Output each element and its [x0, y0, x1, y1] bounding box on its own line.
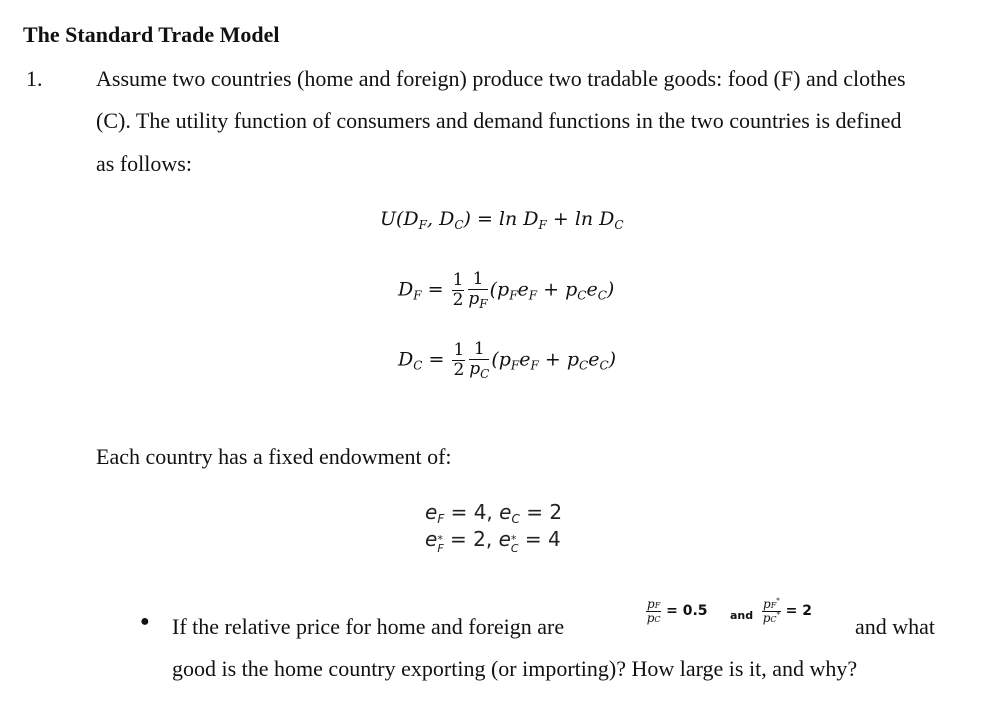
intro-line-2: (C). The utility function of consumers and demand functions in the two countries is defined: [96, 108, 902, 133]
foreign-endowment: e * F = 2, e * C = 4: [425, 527, 561, 555]
endowment-intro: Each country has a fixed endowment of:: [96, 444, 452, 469]
demand-food-equation: $D_F$ = $\frac{1}{2}$ $\frac{1}{p_F}$ $(p_Fe_F + p_Ce_C)$: [398, 269, 615, 311]
demand-clothes-equation: $D_C$ = $\frac{1}{2}$ $\frac{1}{p_C}$ $(p_Fe_F + p_Ce_C)$: [398, 339, 617, 381]
home-price-ratio: $\frac{pF}{pC}$ = 0.5: [646, 597, 708, 625]
question-line-1a: If the relative price for home and foreign are: [172, 614, 565, 639]
utility-equation: $U(D_F$, $D_C) = \ln D_F + \ln D_C$: [380, 208, 624, 232]
bullet-icon: ●: [140, 613, 150, 630]
home-endowment: $e_F = 4$, $e_C = 2$: [425, 500, 563, 526]
intro-line-1: Assume two countries (home and foreign) produce two tradable goods: food (F) and clothes: [96, 66, 906, 91]
intro-line-3: as follows:: [96, 151, 192, 176]
section-title: The Standard Trade Model: [23, 22, 280, 47]
question-line-1b: and what: [855, 614, 936, 639]
foreign-price-ratio: $\frac{pF^*}{pC^*}$ = 2: [762, 597, 812, 625]
question-line-2: good is the home country exporting (or importing)? How large is it, and why?: [172, 656, 858, 681]
problem-number: 1.: [26, 66, 43, 91]
connector-and: and: [730, 609, 754, 622]
